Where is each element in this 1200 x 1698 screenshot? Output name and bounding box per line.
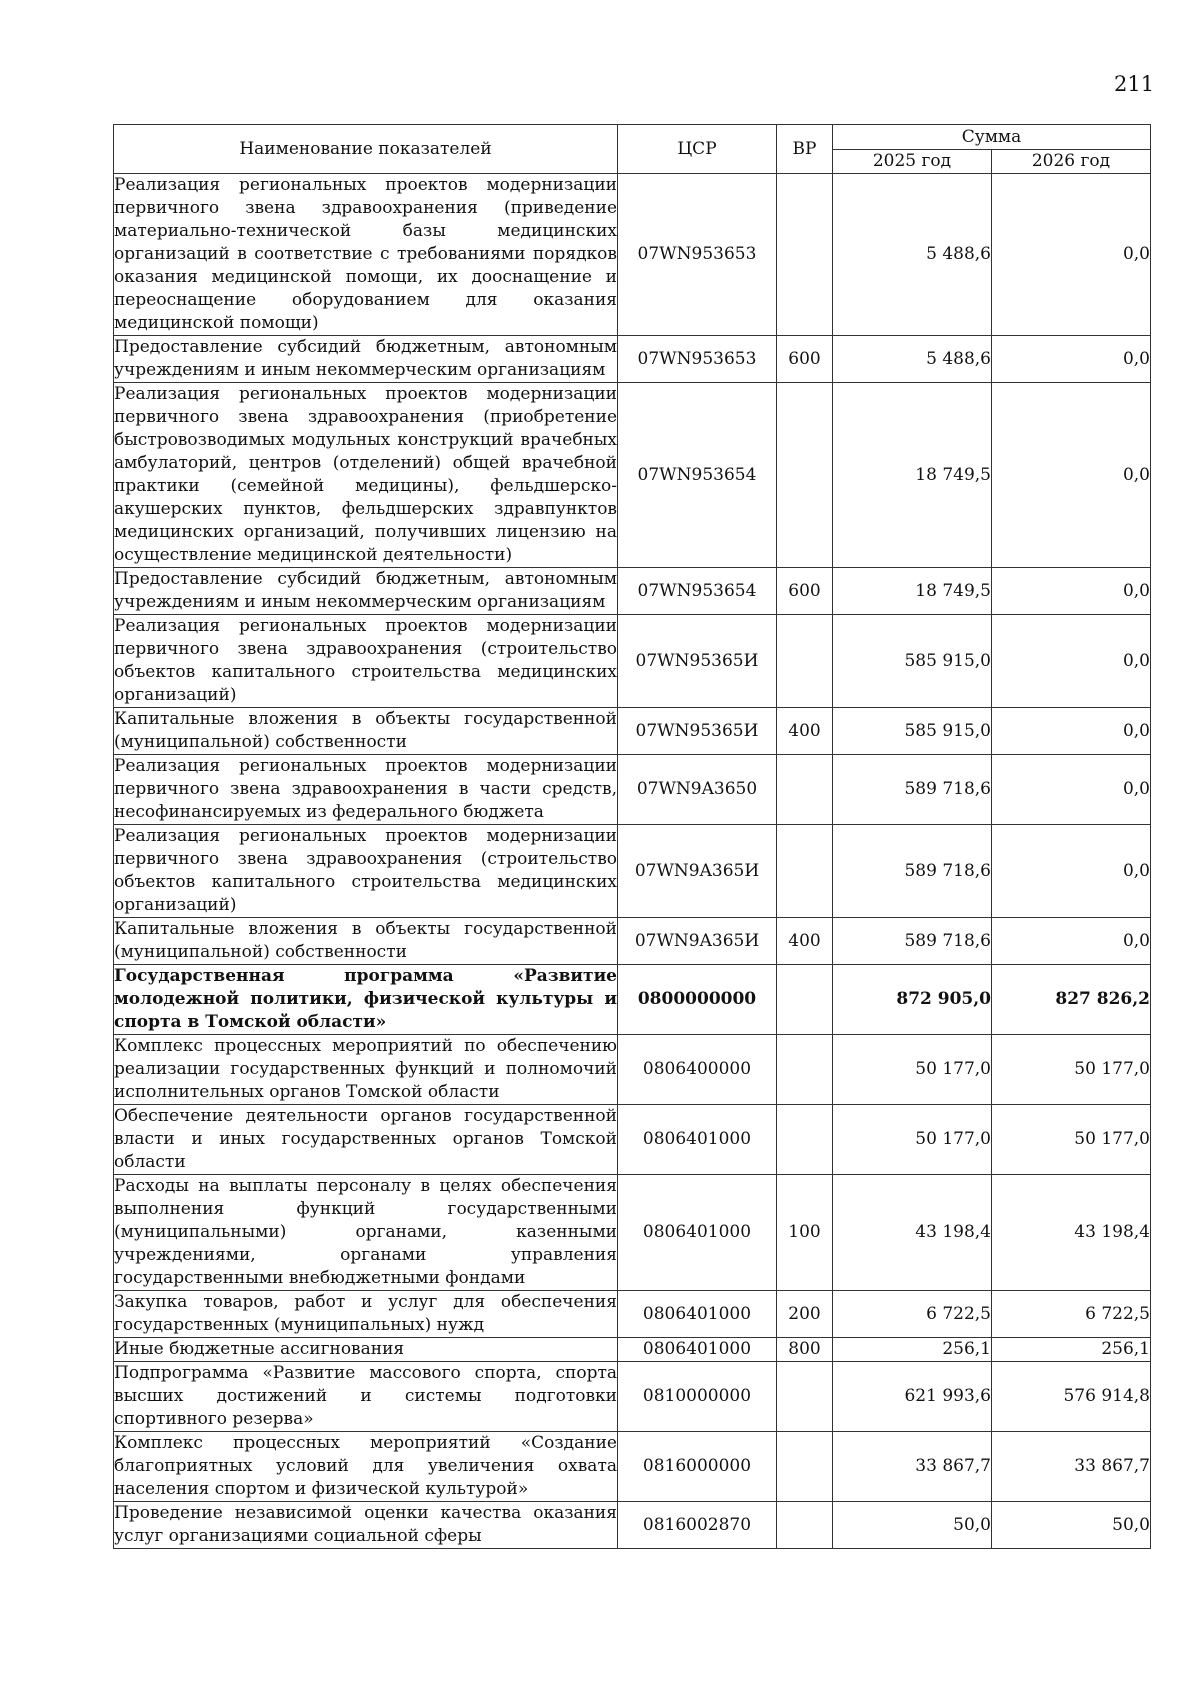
row-amount-2026-cell: 50,0 [992,1502,1151,1549]
row-vr-cell [777,383,833,568]
row-amount-2025-cell: 18 749,5 [833,568,992,615]
header-year-2025: 2025 год [833,150,992,174]
row-csr-cell: 0816002870 [618,1502,777,1549]
row-amount-2026-cell: 50 177,0 [992,1035,1151,1105]
row-amount-2025-cell: 585 915,0 [833,615,992,708]
row-vr-cell [777,755,833,825]
row-amount-2026-cell: 6 722,5 [992,1291,1151,1338]
row-vr-cell: 600 [777,568,833,615]
row-name-cell: Капитальные вложения в объекты государственной (муниципальной) собственности [114,918,618,965]
row-amount-2025-cell: 50,0 [833,1502,992,1549]
row-amount-2026-cell: 0,0 [992,615,1151,708]
header-sum: Сумма [833,125,1151,150]
table-row [114,918,1151,965]
row-name-cell: Предоставление субсидий бюджетным, автономным учреждениям и иным некоммерческим организациям [114,568,618,615]
row-vr-cell: 400 [777,708,833,755]
row-amount-2025-cell: 50 177,0 [833,1105,992,1175]
row-amount-2026-cell: 0,0 [992,918,1151,965]
row-csr-cell: 0816000000 [618,1432,777,1502]
row-amount-2026-cell: 43 198,4 [992,1175,1151,1291]
table-row [114,1175,1151,1291]
row-name-cell: Закупка товаров, работ и услуг для обеспечения государственных (муниципальных) нужд [114,1291,618,1338]
row-amount-2025-cell: 6 722,5 [833,1291,992,1338]
row-vr-cell [777,1362,833,1432]
row-csr-cell: 07WN95365И [618,615,777,708]
row-amount-2025-cell: 5 488,6 [833,336,992,383]
row-amount-2026-cell: 0,0 [992,708,1151,755]
table-row [114,965,1151,1035]
table-row [114,1432,1151,1502]
row-amount-2026-cell: 827 826,2 [992,965,1151,1035]
table-row [114,336,1151,383]
row-name-cell: Комплекс процессных мероприятий «Создание благоприятных условий для увеличения охвата населения спортом и физической культурой» [114,1432,618,1502]
header-vr: ВР [777,125,833,174]
table-row [114,708,1151,755]
row-name-cell: Реализация региональных проектов модернизации первичного звена здравоохранения (строительство объектов капитального строительства медицинских организаций) [114,825,618,918]
row-vr-cell [777,174,833,336]
row-vr-cell [777,965,833,1035]
row-amount-2025-cell: 5 488,6 [833,174,992,336]
row-amount-2025-cell: 43 198,4 [833,1175,992,1291]
row-csr-cell: 07WN953653 [618,336,777,383]
table-body [114,174,1151,1549]
row-amount-2025-cell: 50 177,0 [833,1035,992,1105]
row-name-cell: Подпрограмма «Развитие массового спорта, спорта высших достижений и системы подготовки спортивного резерва» [114,1362,618,1432]
table-row [114,825,1151,918]
row-name-cell: Комплекс процессных мероприятий по обеспечению реализации государственных функций и полномочий исполнительных органов Томской области [114,1035,618,1105]
row-amount-2026-cell: 576 914,8 [992,1362,1151,1432]
table-row [114,755,1151,825]
header-year-2026: 2026 год [992,150,1151,174]
row-csr-cell: 0806401000 [618,1291,777,1338]
row-name-cell: Обеспечение деятельности органов государственной власти и иных государственных органов Томской области [114,1105,618,1175]
table-row [114,1362,1151,1432]
row-csr-cell: 07WN953654 [618,383,777,568]
row-amount-2026-cell: 50 177,0 [992,1105,1151,1175]
row-name-cell: Реализация региональных проектов модернизации первичного звена здравоохранения (приведение материально-технической базы медицинских организаций в соответствие с требованиями порядков оказания медицинской помощи, их дооснащение и переоснащение оборудованием для оказания медицинской помощи) [114,174,618,336]
row-csr-cell: 0806401000 [618,1175,777,1291]
row-name-cell: Расходы на выплаты персоналу в целях обеспечения выполнения функций государственными (муниципальными) органами, казенными учреждениями, органами управления государственными внебюджетными фондами [114,1175,618,1291]
budget-table [113,124,1151,1549]
row-csr-cell: 0800000000 [618,965,777,1035]
row-name-cell: Предоставление субсидий бюджетным, автономным учреждениям и иным некоммерческим организациям [114,336,618,383]
header-csr: ЦСР [618,125,777,174]
row-amount-2026-cell: 256,1 [992,1338,1151,1362]
row-name-cell: Проведение независимой оценки качества оказания услуг организациями социальной сферы [114,1502,618,1549]
row-csr-cell: 0810000000 [618,1362,777,1432]
row-csr-cell: 07WN9A365И [618,825,777,918]
row-vr-cell [777,615,833,708]
row-csr-cell: 07WN95365И [618,708,777,755]
row-vr-cell [777,1105,833,1175]
row-csr-cell: 0806400000 [618,1035,777,1105]
row-amount-2026-cell: 0,0 [992,174,1151,336]
row-vr-cell: 800 [777,1338,833,1362]
row-vr-cell: 600 [777,336,833,383]
row-amount-2025-cell: 589 718,6 [833,825,992,918]
table-row [114,615,1151,708]
row-amount-2025-cell: 33 867,7 [833,1432,992,1502]
table-row [114,1035,1151,1105]
row-amount-2026-cell: 0,0 [992,336,1151,383]
table-row [114,174,1151,336]
row-amount-2025-cell: 256,1 [833,1338,992,1362]
table-row [114,1291,1151,1338]
row-vr-cell [777,1502,833,1549]
row-amount-2026-cell: 0,0 [992,383,1151,568]
row-vr-cell: 400 [777,918,833,965]
row-name-cell: Иные бюджетные ассигнования [114,1338,618,1362]
table-row [114,568,1151,615]
row-csr-cell: 0806401000 [618,1338,777,1362]
row-amount-2026-cell: 0,0 [992,825,1151,918]
row-csr-cell: 07WN9A3650 [618,755,777,825]
row-name-cell: Реализация региональных проектов модернизации первичного звена здравоохранения (строительство объектов капитального строительства медицинских организаций) [114,615,618,708]
row-amount-2025-cell: 589 718,6 [833,918,992,965]
row-amount-2025-cell: 621 993,6 [833,1362,992,1432]
row-csr-cell: 07WN953654 [618,568,777,615]
row-amount-2025-cell: 589 718,6 [833,755,992,825]
row-amount-2026-cell: 0,0 [992,568,1151,615]
row-amount-2025-cell: 18 749,5 [833,383,992,568]
row-amount-2025-cell: 585 915,0 [833,708,992,755]
table-header-row [114,125,1151,150]
row-name-cell: Государственная программа «Развитие молодежной политики, физической культуры и спорта в Томской области» [114,965,618,1035]
row-vr-cell: 100 [777,1175,833,1291]
table-row [114,383,1151,568]
table-row [114,1338,1151,1362]
row-amount-2026-cell: 0,0 [992,755,1151,825]
table-row [114,1105,1151,1175]
row-name-cell: Реализация региональных проектов модернизации первичного звена здравоохранения в части средств, несофинансируемых из федерального бюджета [114,755,618,825]
page-number: 211 [1114,72,1155,96]
row-vr-cell: 200 [777,1291,833,1338]
row-vr-cell [777,1432,833,1502]
header-name: Наименование показателей [114,125,618,174]
row-name-cell: Реализация региональных проектов модернизации первичного звена здравоохранения (приобретение быстровозводимых модульных конструкций врачебных амбулаторий, центров (отделений) общей врачебной практики (семейной медицины), фельдшерско-акушерских пунктов, фельдшерских здравпунктов медицинских организаций, получивших лицензию на осуществление медицинской деятельности) [114,383,618,568]
row-vr-cell [777,825,833,918]
row-csr-cell: 0806401000 [618,1105,777,1175]
row-csr-cell: 07WN953653 [618,174,777,336]
table-row [114,1502,1151,1549]
row-name-cell: Капитальные вложения в объекты государственной (муниципальной) собственности [114,708,618,755]
row-csr-cell: 07WN9A365И [618,918,777,965]
row-amount-2026-cell: 33 867,7 [992,1432,1151,1502]
row-vr-cell [777,1035,833,1105]
row-amount-2025-cell: 872 905,0 [833,965,992,1035]
